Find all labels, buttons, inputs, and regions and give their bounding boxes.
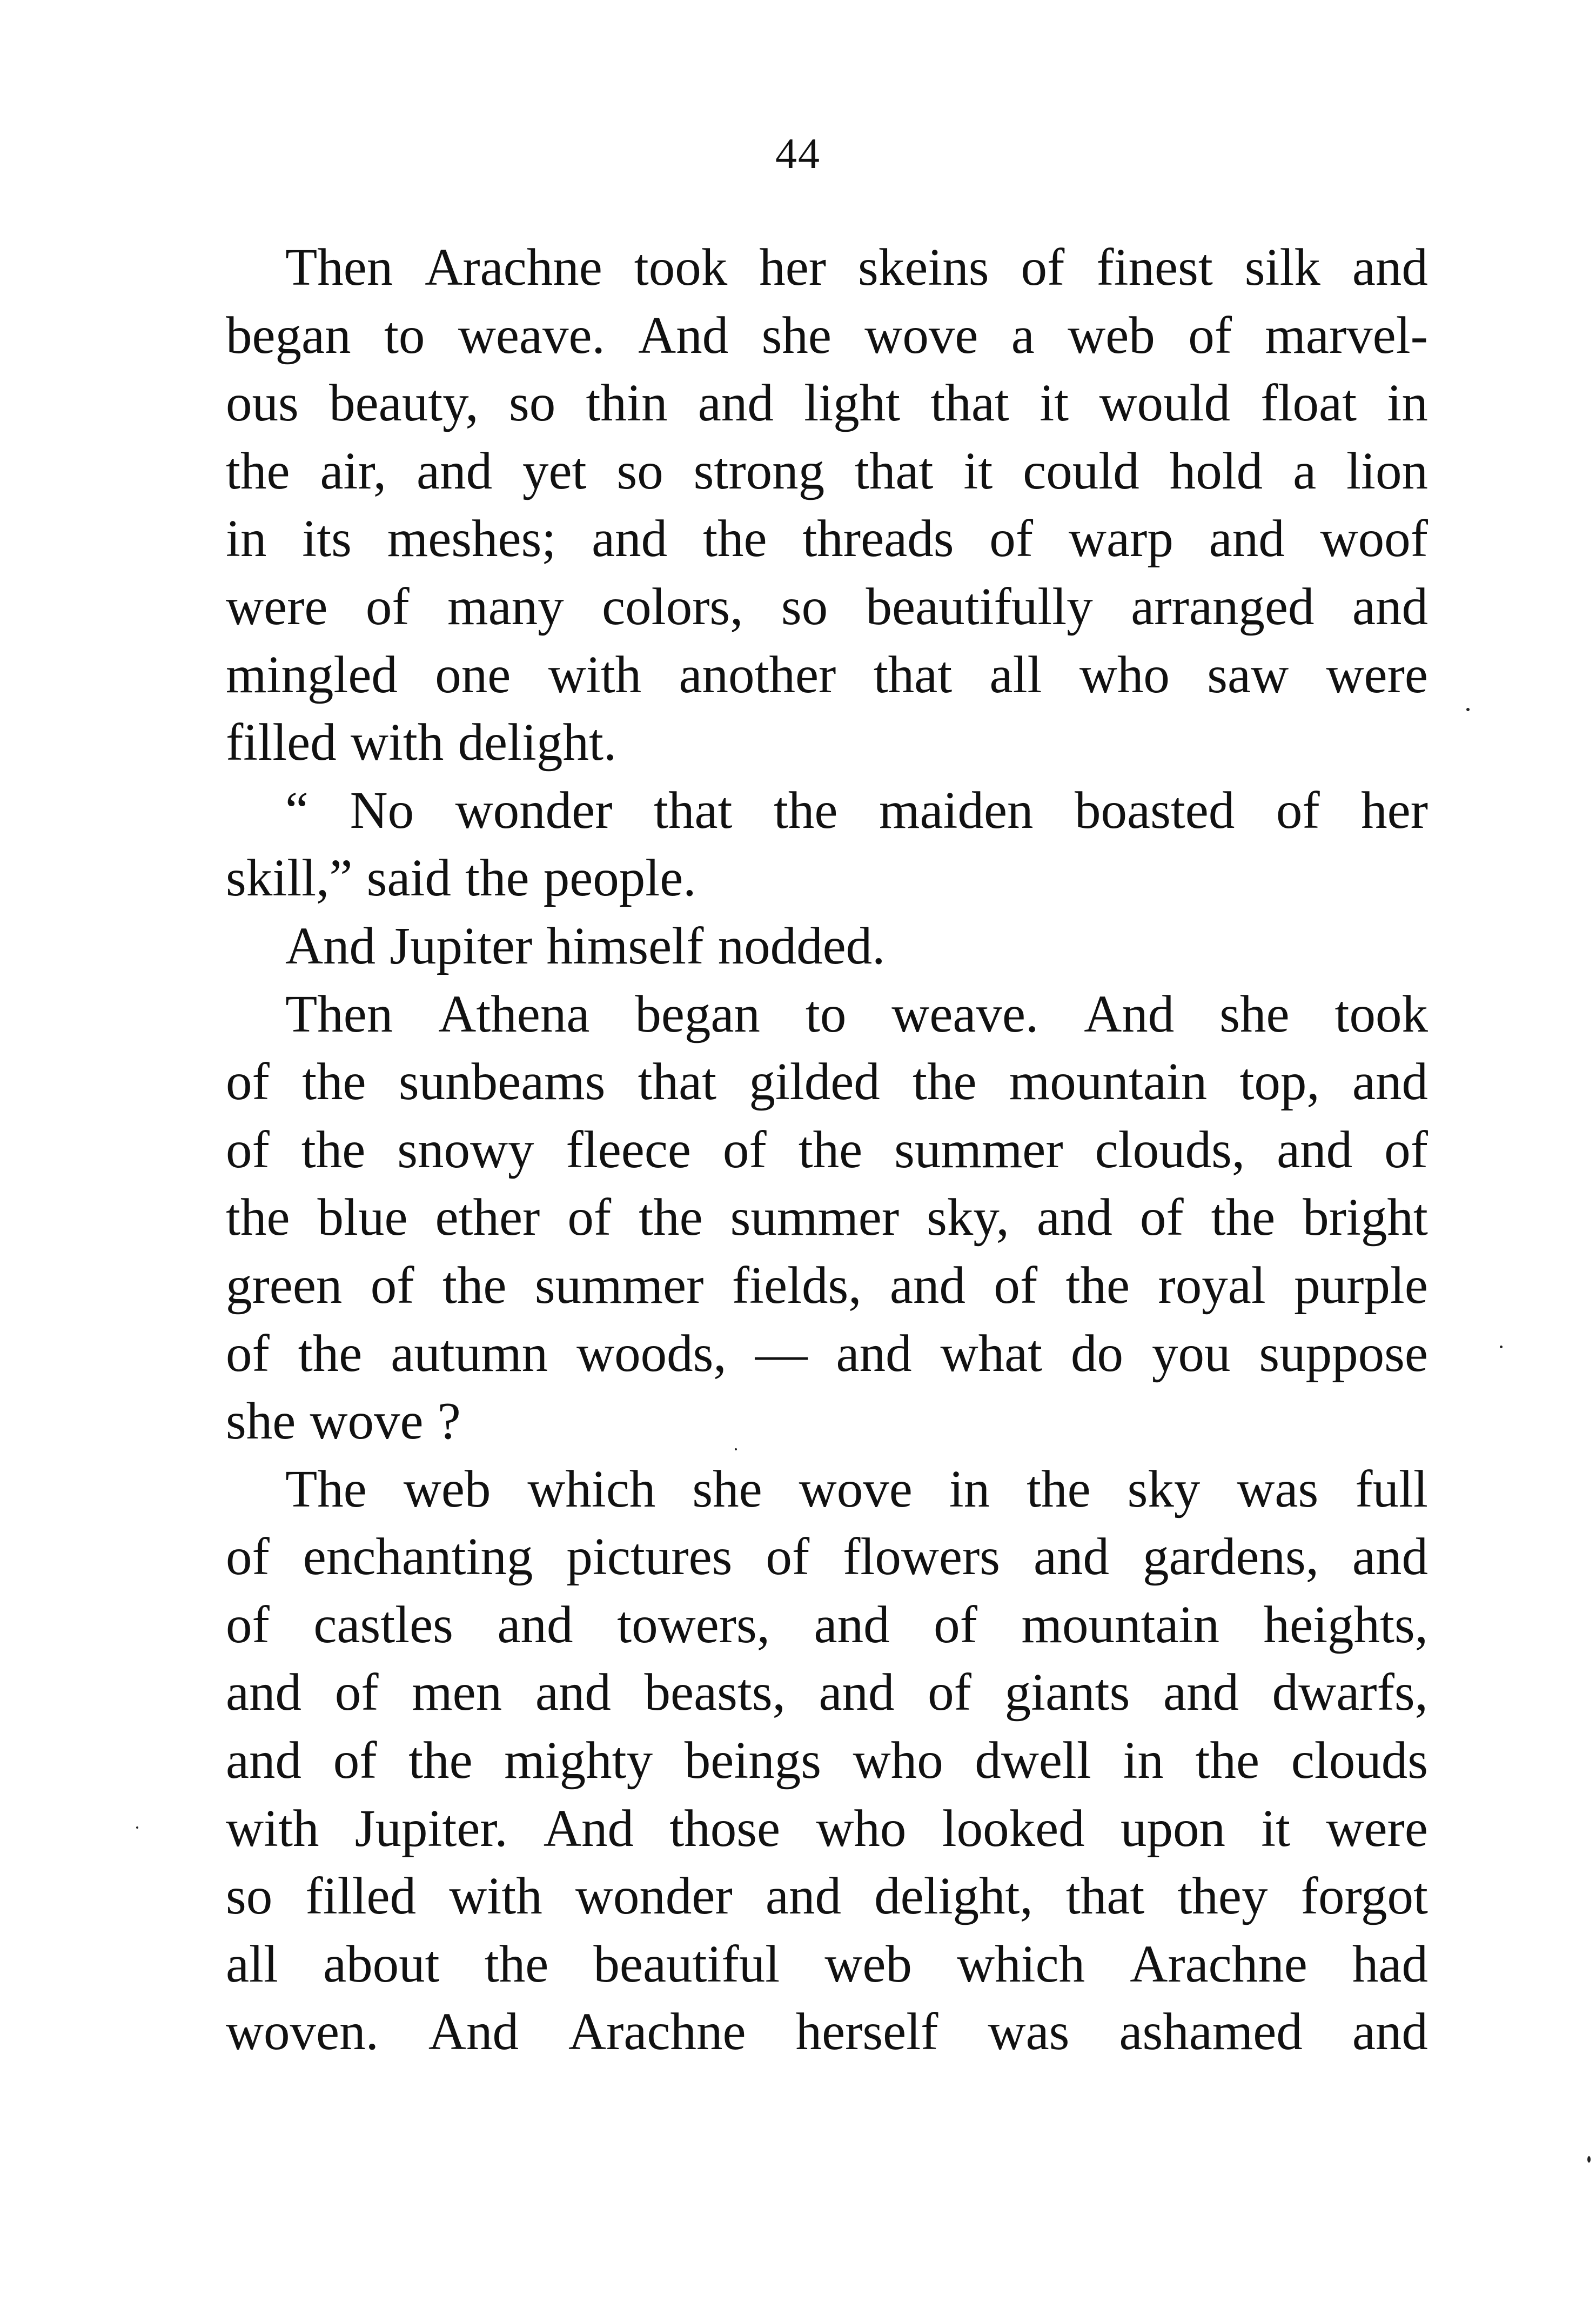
word: of (226, 1528, 270, 1586)
word: strong (693, 441, 825, 500)
word: the (408, 1731, 473, 1790)
word: she (761, 306, 831, 364)
word: filled (305, 1867, 417, 1925)
word: with (449, 1867, 542, 1925)
word: air, (320, 441, 387, 500)
scan-speck (1587, 2156, 1591, 2163)
word: that (855, 441, 934, 500)
body-text (226, 233, 1428, 2066)
word: mountain (1021, 1595, 1219, 1654)
word: snowy (397, 1120, 534, 1179)
word: The (285, 1460, 367, 1518)
word: weave. (458, 306, 605, 364)
word: and (1352, 577, 1428, 635)
word: and (698, 374, 774, 432)
text-line (226, 641, 1428, 709)
word: web (1068, 306, 1155, 364)
word: wove (799, 1460, 913, 1518)
word: hold (1169, 441, 1263, 500)
word: to (384, 306, 425, 364)
word: that (638, 1053, 717, 1111)
text-line (226, 1523, 1428, 1591)
word: meshes; (387, 510, 556, 568)
word: gilded (749, 1053, 880, 1111)
word: a (1011, 306, 1035, 364)
word: of (567, 1188, 612, 1247)
text-line (226, 1930, 1428, 1998)
word: arranged (1131, 577, 1315, 635)
word: delight, (874, 1867, 1033, 1925)
text-line (226, 1455, 1428, 1523)
word: her (1361, 781, 1428, 839)
word: in (1387, 374, 1428, 432)
word: beautiful (593, 1935, 780, 1993)
word: dwell (975, 1731, 1091, 1790)
word: and (1163, 1663, 1239, 1722)
word: the (703, 510, 767, 568)
word: and (1034, 1528, 1110, 1586)
word: the (913, 1053, 977, 1111)
word: the (298, 1324, 363, 1382)
word: it (1040, 374, 1069, 432)
word: the (465, 849, 529, 907)
word: Then (285, 238, 393, 296)
word: sunbeams (398, 1053, 606, 1111)
text-line (226, 912, 1428, 980)
word: forgot (1300, 1867, 1428, 1925)
word: full (1355, 1460, 1428, 1518)
word: the (773, 781, 838, 839)
word: that (930, 374, 1009, 432)
word: mountain (1009, 1053, 1208, 1111)
word: of (1021, 238, 1065, 296)
word: who (853, 1731, 943, 1790)
word: gardens, (1143, 1528, 1319, 1586)
word: fields, (732, 1256, 862, 1314)
scan-speck (735, 1448, 737, 1450)
word: was (988, 2003, 1070, 2061)
word: filled (226, 713, 337, 772)
word: was (1237, 1460, 1319, 1518)
word: it (963, 441, 993, 500)
word: clouds, (1095, 1120, 1245, 1179)
word: “ (285, 781, 309, 839)
word: people. (543, 849, 696, 907)
word: the (302, 1053, 366, 1111)
word: of (226, 1324, 270, 1382)
word: giants (1004, 1663, 1130, 1722)
word: were (1326, 1799, 1428, 1857)
word: who (816, 1799, 907, 1857)
word: of (333, 1731, 377, 1790)
word: so (508, 374, 556, 432)
text-line (226, 369, 1428, 437)
word: and (889, 1256, 965, 1314)
word: himself (546, 916, 704, 975)
word: of (1139, 1188, 1184, 1247)
word: towers, (617, 1595, 770, 1654)
word: thin (586, 374, 668, 432)
text-line (226, 1591, 1428, 1659)
word: of (365, 577, 410, 635)
word: about (323, 1935, 440, 1993)
text-line (226, 980, 1428, 1048)
word: and (1352, 1528, 1428, 1586)
word: who (1079, 645, 1170, 704)
word: she (226, 1392, 296, 1450)
word: its (302, 510, 352, 568)
word: lion (1346, 441, 1428, 500)
text-line (226, 302, 1428, 370)
word: woof (1320, 510, 1428, 568)
word: she (692, 1460, 762, 1518)
text-line (226, 777, 1428, 845)
word: and (1352, 238, 1428, 296)
word: herself (795, 2003, 938, 2061)
word: were (226, 577, 328, 635)
word: of (1188, 306, 1232, 364)
word: wove (310, 1392, 424, 1450)
word: the (1027, 1460, 1091, 1518)
word: weave. (891, 985, 1039, 1043)
word: of (928, 1663, 971, 1722)
word: it (1261, 1799, 1291, 1857)
word: Jupiter. (354, 1799, 508, 1857)
word: heights, (1263, 1595, 1428, 1654)
word: woods, (576, 1324, 727, 1382)
word: ous (226, 374, 299, 432)
word: and (819, 1663, 895, 1722)
word: that (873, 645, 953, 704)
word: in (949, 1460, 990, 1518)
word: And (1084, 985, 1175, 1043)
word: with (350, 713, 444, 772)
word: the (226, 1188, 290, 1247)
word: colors, (602, 577, 743, 635)
word: another (679, 645, 836, 704)
word: woven. (226, 2003, 379, 2061)
word: of (226, 1120, 270, 1179)
scan-speck (1500, 1346, 1503, 1348)
word: ether (435, 1188, 540, 1247)
word: all (989, 645, 1042, 704)
word: float (1260, 374, 1357, 432)
word: clouds (1291, 1731, 1428, 1790)
word: And (285, 916, 376, 975)
text-line (226, 1252, 1428, 1320)
word: threads (802, 510, 954, 568)
word: maiden (879, 781, 1034, 839)
word: enchanting (303, 1528, 533, 1586)
word: fleece (566, 1120, 691, 1179)
word: wove (864, 306, 978, 364)
word: beasts, (644, 1663, 786, 1722)
word: Jupiter (390, 916, 533, 975)
text-line (226, 1183, 1428, 1252)
word: a (1293, 441, 1317, 500)
word: so (781, 577, 828, 635)
word: silk (1244, 238, 1320, 296)
word: summer (534, 1256, 704, 1314)
word: of (994, 1256, 1038, 1314)
text-line (226, 233, 1428, 302)
word: which (527, 1460, 656, 1518)
word: And (428, 2003, 519, 2061)
word: had (1352, 1935, 1428, 1993)
word: warp (1068, 510, 1173, 568)
word: Athena (438, 985, 590, 1043)
word: and (592, 510, 668, 568)
word: autumn (391, 1324, 548, 1382)
word: many (447, 577, 564, 635)
word: what (940, 1324, 1043, 1382)
word: beings (684, 1731, 822, 1790)
word: said (366, 849, 451, 907)
word: of (226, 1595, 270, 1654)
text-line (226, 1795, 1428, 1863)
word: with (548, 645, 642, 704)
word: the (442, 1256, 507, 1314)
text-line (226, 1116, 1428, 1184)
word: dwarfs, (1272, 1663, 1428, 1722)
word: began (635, 985, 760, 1043)
word: wonder (575, 1867, 733, 1925)
word: and (1036, 1188, 1112, 1247)
text-line (226, 1862, 1428, 1930)
word: purple (1294, 1256, 1428, 1314)
word: yet (522, 441, 587, 500)
word: top, (1239, 1053, 1320, 1111)
word: would (1099, 374, 1230, 432)
word: boasted (1075, 781, 1235, 839)
word: Arachne (425, 238, 602, 296)
word: Arachne (568, 2003, 746, 2061)
word: web (824, 1935, 912, 1993)
word: summer (894, 1120, 1063, 1179)
word: to (805, 985, 847, 1043)
word: and (1277, 1120, 1353, 1179)
word: and (765, 1867, 841, 1925)
word: of (370, 1256, 414, 1314)
text-line (226, 437, 1428, 505)
word: and (497, 1595, 573, 1654)
text-line (226, 1048, 1428, 1116)
word: of (1276, 781, 1320, 839)
word: And (543, 1799, 634, 1857)
word: you (1151, 1324, 1231, 1382)
text-line (226, 1387, 1428, 1455)
word: the (484, 1935, 549, 1993)
word: flowers (843, 1528, 1001, 1586)
word: of (934, 1595, 977, 1654)
text-line (226, 708, 1428, 777)
word: of (722, 1120, 767, 1179)
word: sky, (927, 1188, 1009, 1247)
word: of (334, 1663, 379, 1722)
word: they (1177, 1867, 1268, 1925)
word: mingled (226, 645, 398, 704)
word: delight. (458, 713, 617, 772)
word: she (1219, 985, 1290, 1043)
word: so (616, 441, 663, 500)
word: and (1352, 2003, 1428, 2061)
word: the (1195, 1731, 1260, 1790)
word: men (412, 1663, 502, 1722)
word: with (226, 1799, 319, 1857)
word: and (836, 1324, 912, 1382)
word: began (226, 306, 351, 364)
word: the (1211, 1188, 1276, 1247)
word: and (226, 1663, 302, 1722)
word: mighty (504, 1731, 653, 1790)
word: saw (1207, 645, 1289, 704)
word: and (535, 1663, 611, 1722)
word: which (957, 1935, 1085, 1993)
word: do (1071, 1324, 1124, 1382)
word: sky (1127, 1460, 1201, 1518)
word: those (669, 1799, 781, 1857)
word: beautifully (866, 577, 1093, 635)
word: the (226, 441, 290, 500)
word: and (417, 441, 493, 500)
word: skill,” (226, 849, 353, 907)
word: so (226, 1867, 273, 1925)
word: and (226, 1731, 302, 1790)
word: one (435, 645, 511, 704)
word: the (301, 1120, 366, 1179)
word: and (1209, 510, 1285, 568)
word: in (226, 510, 267, 568)
word: the (639, 1188, 703, 1247)
word: nodded. (717, 916, 886, 975)
word: And (638, 306, 729, 364)
word: skeins (858, 238, 989, 296)
word: that (1065, 1867, 1145, 1925)
word: — (755, 1324, 808, 1382)
word: looked (942, 1799, 1085, 1857)
word: upon (1120, 1799, 1225, 1857)
text-line (226, 1998, 1428, 2066)
word: all (226, 1935, 278, 1993)
word: Arachne (1130, 1935, 1307, 1993)
text-line (226, 573, 1428, 641)
word: of (989, 510, 1034, 568)
word: ashamed (1119, 2003, 1303, 2061)
word: the (1065, 1256, 1130, 1314)
word: her (759, 238, 827, 296)
word: of (1384, 1120, 1428, 1179)
text-line (226, 1658, 1428, 1726)
word: ? (437, 1392, 461, 1450)
word: of (226, 1053, 270, 1111)
word: green (226, 1256, 343, 1314)
word: the (798, 1120, 863, 1179)
word: pictures (566, 1528, 733, 1586)
word: castles (313, 1595, 453, 1654)
word: of (766, 1528, 810, 1586)
word: marvel- (1265, 306, 1428, 364)
text-line (226, 1726, 1428, 1795)
word: suppose (1259, 1324, 1428, 1382)
word: wonder (455, 781, 613, 839)
word: web (403, 1460, 491, 1518)
word: that (654, 781, 733, 839)
page-number: 44 (775, 130, 821, 178)
word: summer (730, 1188, 900, 1247)
word: Then (285, 985, 393, 1043)
word: No (350, 781, 414, 839)
text-line (226, 505, 1428, 573)
word: and (1352, 1053, 1428, 1111)
text-line (226, 844, 1428, 912)
word: took (634, 238, 728, 296)
text-line (226, 1320, 1428, 1388)
word: took (1335, 985, 1428, 1043)
word: royal (1158, 1256, 1266, 1314)
word: could (1023, 441, 1139, 500)
scan-speck (1466, 708, 1470, 711)
scan-speck (136, 1826, 138, 1829)
word: and (814, 1595, 890, 1654)
word: beauty, (329, 374, 479, 432)
word: blue (317, 1188, 408, 1247)
word: light (804, 374, 901, 432)
word: bright (1303, 1188, 1428, 1247)
word: finest (1096, 238, 1213, 296)
word: were (1326, 645, 1428, 704)
word: in (1123, 1731, 1164, 1790)
